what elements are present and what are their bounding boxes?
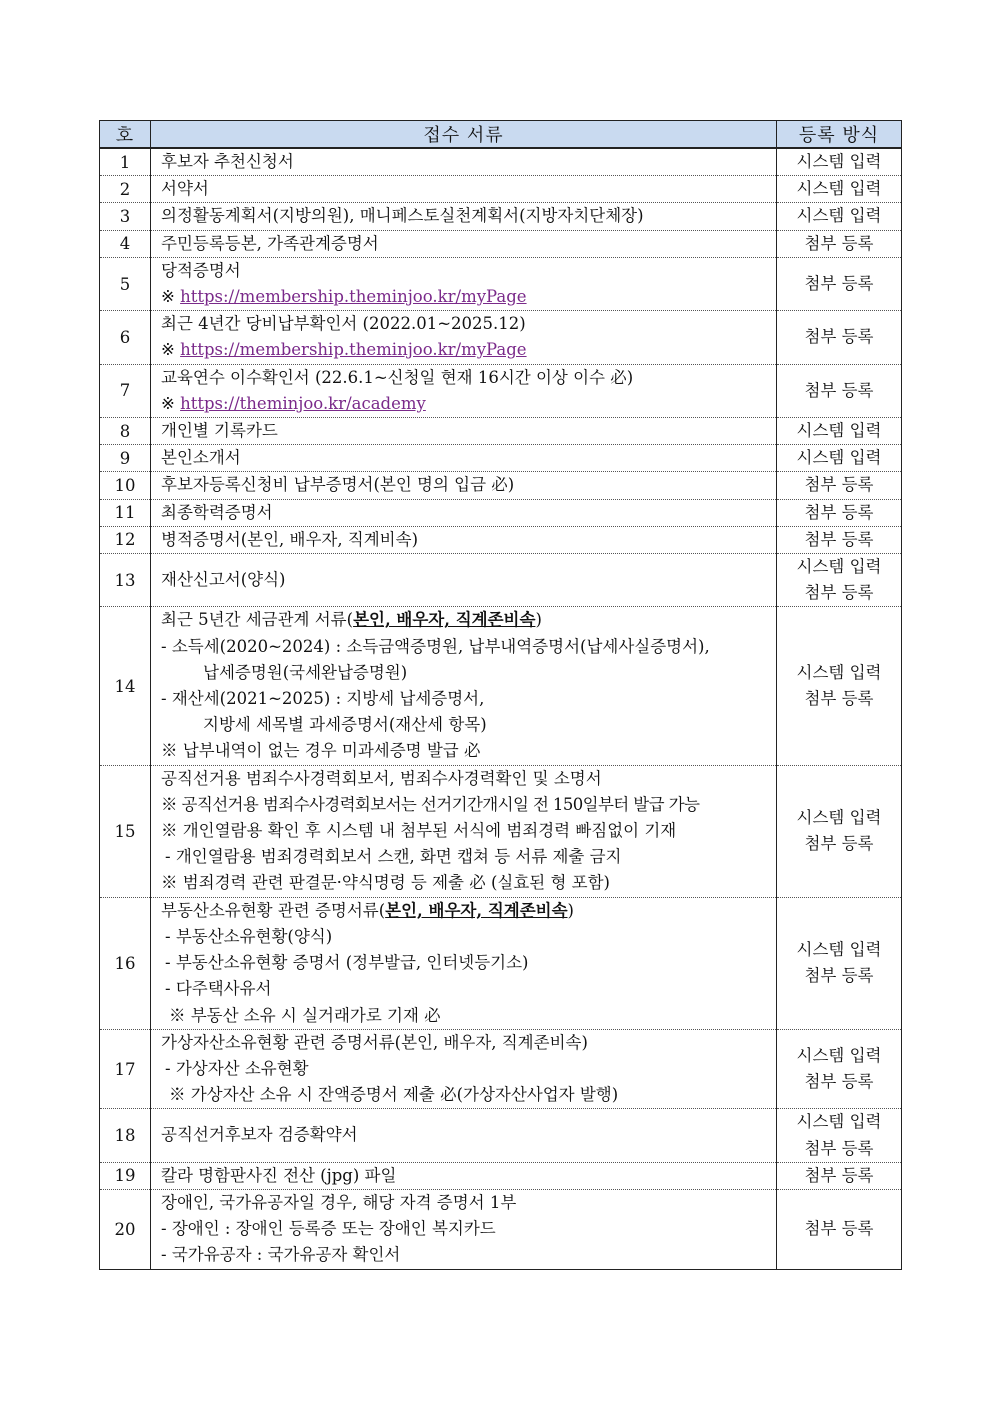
- table-row: [100, 897, 902, 1029]
- row-document: [151, 1029, 777, 1109]
- academy-link[interactable]: https://theminjoo.kr/academy: [180, 393, 426, 413]
- heading-text: 최근 5년간 세금관계 서류(: [161, 610, 354, 630]
- table-row: [100, 1189, 902, 1269]
- document-line: 병적증명서(본인, 배우자, 직계비속): [161, 529, 418, 549]
- method-line: 첨부 등록: [804, 475, 874, 495]
- row-document: [151, 1162, 777, 1189]
- table-row: [100, 765, 902, 897]
- document-line: 개인별 기록카드: [161, 421, 278, 441]
- method-line: 첨부 등록: [804, 834, 874, 854]
- document-line: 당적증명서: [161, 260, 241, 280]
- table-row: [100, 148, 902, 176]
- table-row: [100, 1029, 902, 1109]
- row-method: [777, 472, 902, 499]
- method-line: 시스템 입력: [796, 179, 882, 199]
- heading-emphasis: 본인, 배우자, 직계존비속: [385, 900, 568, 920]
- heading-text: 부동산소유현황 관련 증명서류(: [161, 900, 386, 920]
- membership-link[interactable]: https://membership.theminjoo.kr/myPage: [180, 287, 527, 307]
- row-number: 20: [100, 1189, 151, 1269]
- document-list-table: [99, 120, 902, 1270]
- row-document: [151, 311, 777, 364]
- method-line: 첨부 등록: [804, 1138, 874, 1158]
- row-method: [777, 203, 902, 230]
- method-line: 시스템 입력: [796, 448, 882, 468]
- header-documents: 접수 서류: [151, 121, 777, 149]
- document-line: 최근 4년간 당비납부확인서 (2022.01~2025.12): [161, 314, 526, 334]
- document-line: 재산신고서(양식): [161, 570, 286, 590]
- row-number: 9: [100, 445, 151, 472]
- table-row: [100, 176, 902, 203]
- document-line: 가상자산소유현황 관련 증명서류(본인, 배우자, 직계존비속): [161, 1032, 588, 1052]
- method-line: 첨부 등록: [804, 1165, 874, 1185]
- table-row: [100, 311, 902, 364]
- table-row: [100, 203, 902, 230]
- row-number: 8: [100, 418, 151, 445]
- document-line: ※ 개인열람용 확인 후 시스템 내 첨부된 서식에 범죄경력 빠짐없이 기재: [161, 821, 677, 841]
- method-line: 첨부 등록: [804, 233, 874, 253]
- method-line: 시스템 입력: [796, 662, 882, 682]
- method-line: 첨부 등록: [804, 583, 874, 603]
- row-document: [151, 230, 777, 257]
- document-line: 서약서: [161, 179, 209, 199]
- document-line: 장애인, 국가유공자일 경우, 해당 자격 증명서 1부: [161, 1192, 517, 1212]
- row-number: 18: [100, 1109, 151, 1162]
- note-mark: ※: [161, 393, 175, 413]
- row-number: 11: [100, 499, 151, 526]
- row-document: [151, 445, 777, 472]
- method-line: 첨부 등록: [804, 529, 874, 549]
- row-number: 19: [100, 1162, 151, 1189]
- row-method: [777, 607, 902, 765]
- document-line: 주민등록등본, 가족관계증명서: [161, 233, 379, 253]
- row-method: [777, 445, 902, 472]
- table-row: [100, 257, 902, 310]
- header-method: 등록 방식: [777, 121, 902, 149]
- row-method: [777, 364, 902, 417]
- row-document: [151, 607, 777, 765]
- document-line: - 장애인 : 장애인 등록증 또는 장애인 복지카드: [161, 1219, 496, 1239]
- row-number: 17: [100, 1029, 151, 1109]
- row-number: 6: [100, 311, 151, 364]
- row-number: 3: [100, 203, 151, 230]
- document-line: 교육연수 이수확인서 (22.6.1~신청일 현재 16시간 이상 이수 必): [161, 367, 634, 387]
- note-line: [161, 337, 776, 363]
- document-line: ※ 범죄경력 관련 판결문·약식명령 등 제출 必 (실효된 형 포함): [161, 873, 610, 893]
- method-line: 시스템 입력: [796, 557, 882, 577]
- row-document: [151, 257, 777, 310]
- row-document: [151, 897, 777, 1029]
- note-mark: ※: [161, 340, 175, 360]
- membership-link[interactable]: https://membership.theminjoo.kr/myPage: [180, 340, 527, 360]
- row-number: 5: [100, 257, 151, 310]
- row-document: [151, 499, 777, 526]
- document-line: - 부동산소유현황(양식): [165, 926, 333, 946]
- document-line: ※ 부동산 소유 시 실거래가로 기재 必: [169, 1005, 441, 1025]
- document-line: 공직선거후보자 검증확약서: [161, 1125, 358, 1145]
- row-method: [777, 526, 902, 553]
- method-line: 시스템 입력: [796, 939, 882, 959]
- document-line: 지방세 세목별 과세증명서(재산세 항목): [203, 715, 487, 735]
- row-document: [151, 554, 777, 607]
- table-row: [100, 472, 902, 499]
- document-line: - 재산세(2021~2025) : 지방세 납세증명서,: [161, 689, 485, 709]
- row-document: [151, 1109, 777, 1162]
- document-line: - 개인열람용 범죄경력회보서 스캔, 화면 캡쳐 등 서류 제출 금지: [165, 847, 622, 867]
- row-method: [777, 499, 902, 526]
- row-document: [151, 203, 777, 230]
- header-number: 호: [100, 121, 151, 149]
- row-document: [151, 418, 777, 445]
- row-method: [777, 148, 902, 176]
- note-mark: ※: [161, 287, 175, 307]
- row-number: 4: [100, 230, 151, 257]
- table-row: [100, 526, 902, 553]
- method-line: 첨부 등록: [804, 502, 874, 522]
- row-number: 16: [100, 897, 151, 1029]
- row-method: [777, 554, 902, 607]
- document-line: - 가상자산 소유현황: [165, 1058, 309, 1078]
- row-method: [777, 765, 902, 897]
- method-line: 첨부 등록: [804, 1072, 874, 1091]
- row-method: [777, 1189, 902, 1269]
- row-number: 7: [100, 364, 151, 417]
- document-line: - 소득세(2020~2024) : 소득금액증명원, 납부내역증명서(납세사실증명서),: [161, 636, 710, 656]
- method-line: 시스템 입력: [796, 152, 882, 171]
- heading-emphasis: 본인, 배우자, 직계존비속: [353, 610, 536, 630]
- method-line: 시스템 입력: [796, 1045, 882, 1065]
- row-number: 1: [100, 148, 151, 176]
- document-line: 최종학력증명서: [161, 502, 273, 522]
- document-line: 의정활동계획서(지방의원), 매니페스토실천계획서(지방자치단체장): [161, 206, 644, 226]
- row-document: [151, 176, 777, 203]
- table-row: [100, 499, 902, 526]
- row-document: [151, 148, 777, 176]
- heading-close: ): [535, 610, 542, 630]
- method-line: 시스템 입력: [796, 807, 882, 827]
- table-row: [100, 1162, 902, 1189]
- row-method: [777, 897, 902, 1029]
- table-row: [100, 445, 902, 472]
- document-line: 후보자 추천신청서: [161, 152, 294, 171]
- note-line: [161, 391, 776, 417]
- heading-close: ): [567, 900, 574, 920]
- row-number: 2: [100, 176, 151, 203]
- table-row: [100, 607, 902, 765]
- table-row: [100, 1109, 902, 1162]
- row-document: [151, 1189, 777, 1269]
- row-method: [777, 230, 902, 257]
- row-method: [777, 311, 902, 364]
- document-line: 후보자등록신청비 납부증명서(본인 명의 입금 必): [161, 475, 515, 495]
- document-line: 본인소개서: [161, 448, 241, 468]
- document-line: 칼라 명함판사진 전산 (jpg) 파일: [161, 1165, 397, 1185]
- row-method: [777, 257, 902, 310]
- document-line: - 다주택사유서: [165, 979, 272, 999]
- row-method: [777, 1162, 902, 1189]
- table-header-row: [100, 121, 902, 149]
- row-number: 10: [100, 472, 151, 499]
- document-line: 공직선거용 범죄수사경력회보서, 범죄수사경력확인 및 소명서: [161, 768, 602, 788]
- method-line: 첨부 등록: [804, 327, 874, 347]
- method-line: 시스템 입력: [796, 206, 882, 226]
- document-heading: [161, 898, 776, 924]
- method-line: 첨부 등록: [804, 1219, 874, 1239]
- method-line: 첨부 등록: [804, 273, 874, 293]
- table-row: [100, 554, 902, 607]
- document-line: ※ 납부내역이 없는 경우 미과세증명 발급 必: [161, 741, 481, 761]
- method-line: 시스템 입력: [796, 1112, 882, 1132]
- table-row: [100, 418, 902, 445]
- row-method: [777, 1109, 902, 1162]
- row-number: 15: [100, 765, 151, 897]
- table-row: [100, 230, 902, 257]
- document-line: - 부동산소유현황 증명서 (정부발급, 인터넷등기소): [165, 953, 529, 973]
- note-line: [161, 284, 776, 310]
- document-line: ※ 공직선거용 범죄수사경력회보서는 선거기간개시일 전 150일부터 발급 가능: [161, 794, 700, 814]
- row-number: 14: [100, 607, 151, 765]
- table-row: [100, 364, 902, 417]
- row-document: [151, 526, 777, 553]
- row-document: [151, 364, 777, 417]
- method-line: 첨부 등록: [804, 689, 874, 709]
- document-line: 납세증명원(국세완납증명원): [203, 662, 408, 682]
- row-number: 12: [100, 526, 151, 553]
- row-document: [151, 472, 777, 499]
- row-number: 13: [100, 554, 151, 607]
- document-heading: [161, 607, 776, 633]
- method-line: 첨부 등록: [804, 380, 874, 400]
- row-method: [777, 418, 902, 445]
- row-method: [777, 176, 902, 203]
- method-line: 첨부 등록: [804, 966, 874, 986]
- row-document: [151, 765, 777, 897]
- document-line: ※ 가상자산 소유 시 잔액증명서 제출 必(가상자산사업자 발행): [169, 1085, 619, 1105]
- row-method: [777, 1029, 902, 1109]
- method-line: 시스템 입력: [796, 421, 882, 441]
- document-line: - 국가유공자 : 국가유공자 확인서: [161, 1245, 401, 1265]
